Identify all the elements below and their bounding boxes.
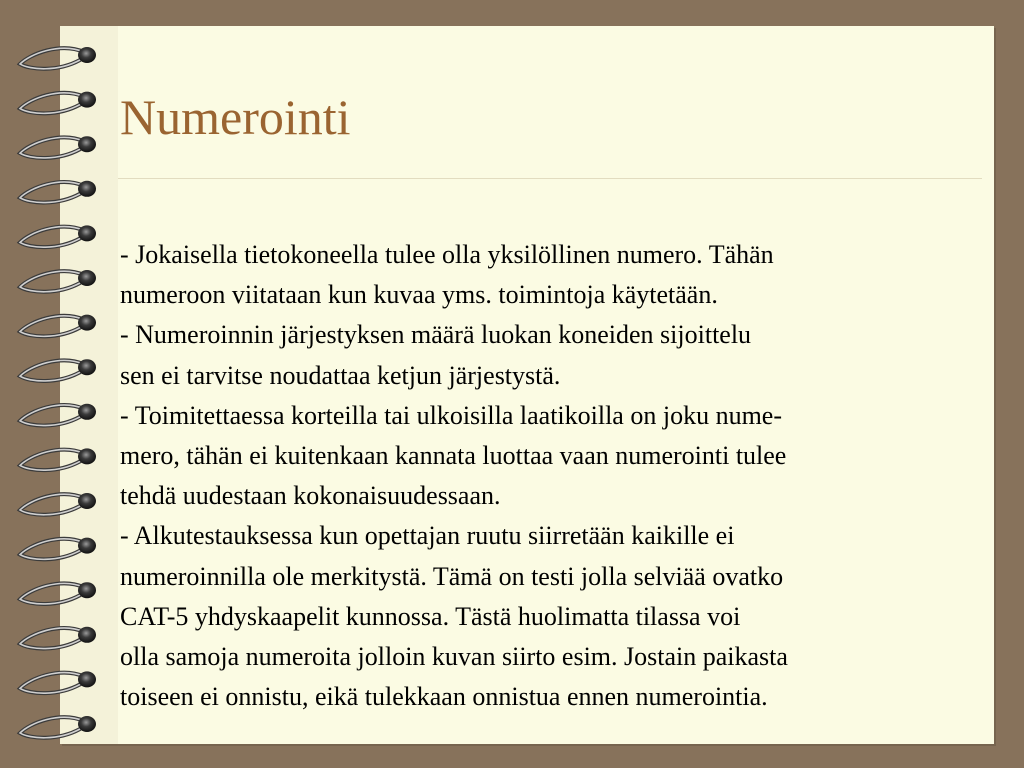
body-line: numeroon viitataan kun kuvaa yms. toimintoja käytetään.: [120, 280, 718, 310]
body-line: numeroinnilla ole merkitystä. Tämä on testi jolla selviää ovatko: [120, 561, 784, 591]
spiral-ring: [20, 136, 96, 158]
body-line: - Alkutestauksessa kun opettajan ruutu siirretään kaikille ei: [120, 521, 735, 551]
body-line: olla samoja numeroita jolloin kuvan siirto esim. Jostain paikasta: [120, 642, 788, 672]
spiral-ring: [20, 47, 96, 69]
body-line: mero, tähän ei kuitenkaan kannata luottaa vaan numerointi tulee: [120, 441, 787, 471]
spiral-ring: [20, 92, 96, 114]
title-divider: [118, 178, 982, 179]
spiral-ring: [20, 627, 96, 649]
slide-title: Numerointi: [120, 89, 351, 145]
spiral-ring: [20, 538, 96, 560]
body-line: - Numeroinnin järjestyksen määrä luokan koneiden sijoittelu: [120, 320, 752, 350]
slide-body: [120, 235, 1000, 717]
body-line: - Jokaisella tietokoneella tulee olla yksilöllinen numero. Tähän: [120, 240, 774, 269]
spiral-ring: [20, 404, 96, 426]
spiral-ring: [20, 181, 96, 203]
spiral-ring: [20, 493, 96, 515]
body-line: - Toimitettaessa korteilla tai ulkoisilla laatikoilla on joku nume-: [120, 400, 782, 430]
body-line: sen ei tarvitse noudattaa ketjun järjestystä.: [120, 360, 561, 390]
spiral-ring: [20, 671, 96, 693]
spiral-ring: [20, 225, 96, 247]
spiral-ring: [20, 270, 96, 292]
spiral-ring: [20, 582, 96, 604]
body-line: tehdä uudestaan kokonaisuudessaan.: [120, 481, 501, 511]
body-line: CAT-5 yhdyskaapelit kunnossa. Tästä huolimatta tilassa voi: [120, 601, 741, 631]
body-line: toiseen ei onnistu, eikä tulekkaan onnistua ennen numerointia.: [120, 682, 768, 712]
spiral-ring: [20, 716, 96, 738]
spiral-binding: [0, 0, 110, 768]
spiral-ring: [20, 448, 96, 470]
spiral-ring: [20, 315, 96, 337]
spiral-ring: [20, 359, 96, 381]
